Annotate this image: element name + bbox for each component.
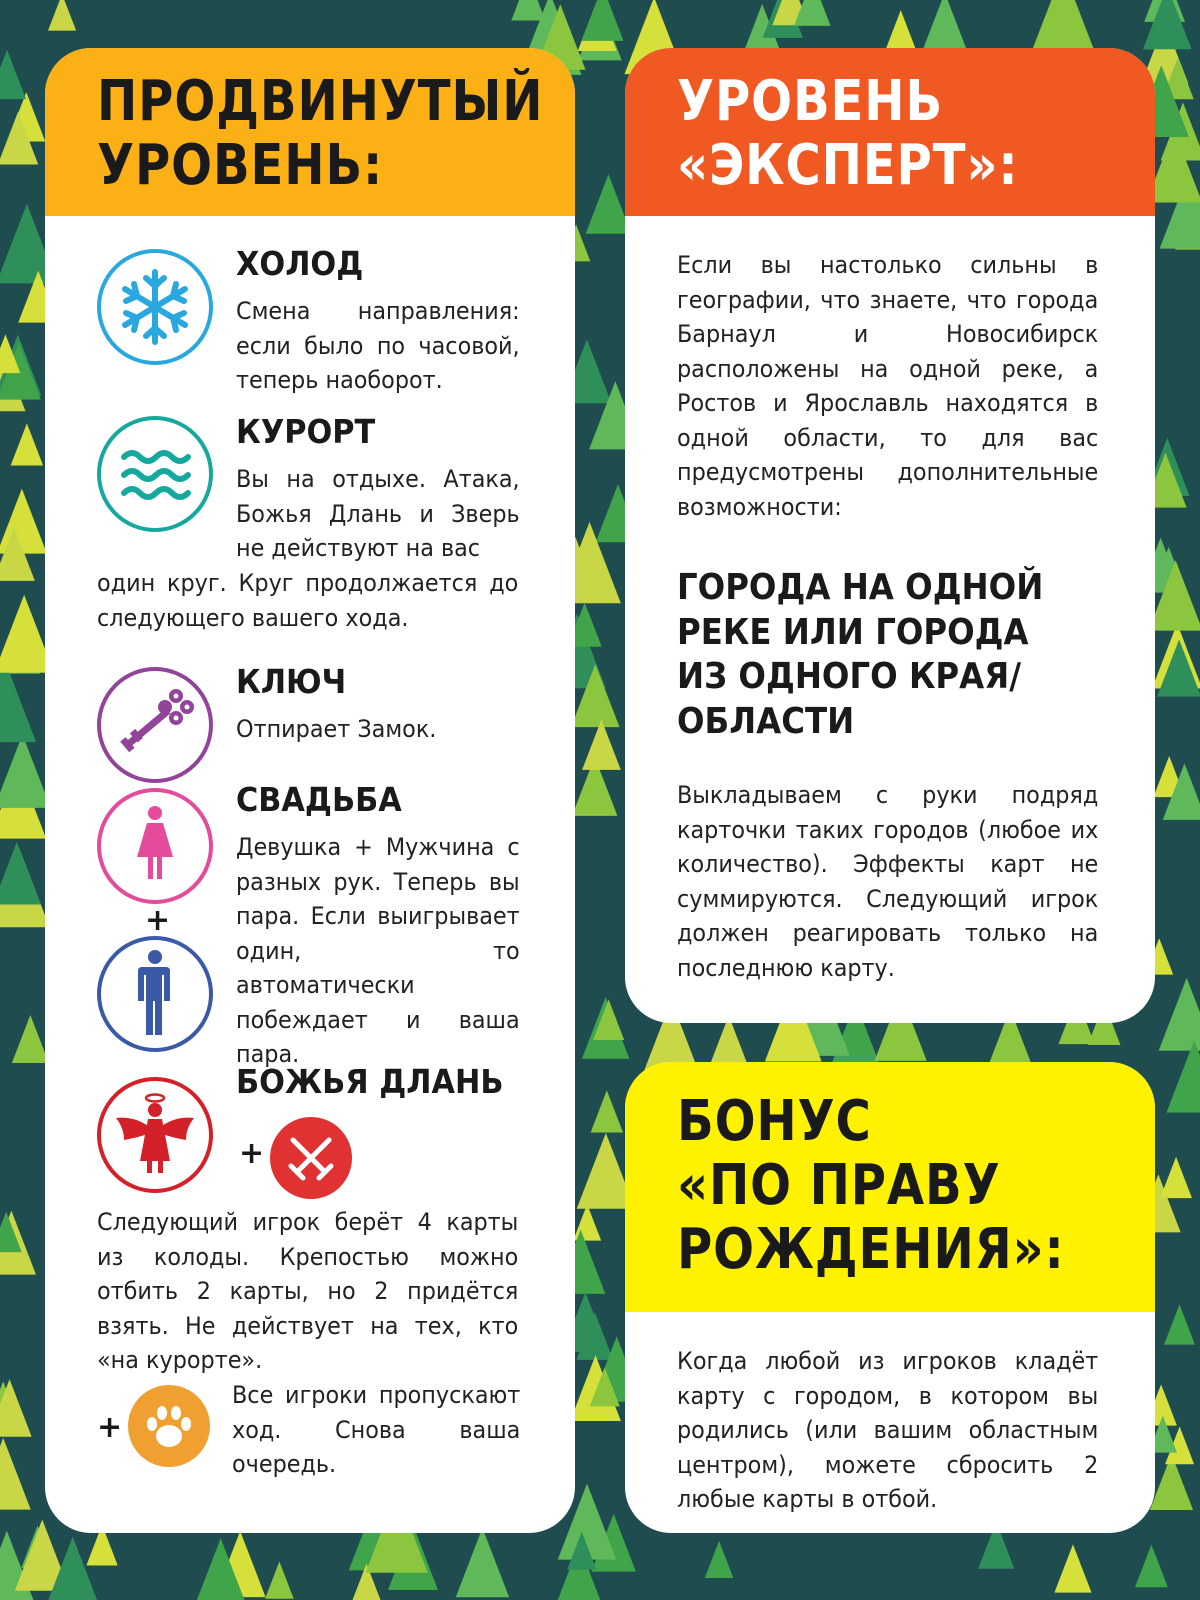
crossed-swords-icon	[269, 1116, 353, 1200]
key-text: Отпирает Замок.	[236, 715, 437, 743]
expert-level-title: УРОВЕНЬ «ЭКСПЕРТ»:	[677, 69, 1019, 198]
tree-decoration	[456, 1528, 509, 1597]
snowflake-icon	[96, 248, 214, 366]
woman-icon	[96, 787, 214, 905]
tree-decoration	[885, 10, 916, 51]
beast-plus: +	[97, 1410, 123, 1445]
tree-decoration	[0, 50, 26, 99]
advanced-level-header	[45, 48, 575, 216]
bonus-card	[625, 1062, 1155, 1533]
cold-text: Смена направления: если было по часовой, теперь наоборот.	[236, 297, 520, 394]
tree-decoration	[1166, 1040, 1200, 1112]
man-icon	[96, 935, 214, 1053]
key-title: КЛЮЧ	[236, 662, 347, 701]
expert-intro-text: Если вы настолько сильны в географии, что знаете, что города Барнаул и Новосибирск расположены на одной реке, а Ростов и Ярославль находятся в одной области, то для вас предусмотрены дополнительные возможности:	[677, 251, 1099, 521]
advanced-level-title: ПРОДВИНУТЫЙ УРОВЕНЬ:	[97, 69, 544, 198]
tree-decoration	[705, 1541, 734, 1578]
resort-title: КУРОРТ	[236, 412, 376, 451]
tree-decoration	[1159, 978, 1200, 1051]
tree-decoration	[1135, 1545, 1168, 1588]
gods-hand-plus: +	[239, 1136, 265, 1171]
beast-text: Все игроки пропускают ход. Снова ваша очередь.	[232, 1381, 521, 1478]
expert-subtitle: ГОРОДА НА ОДНОЙ РЕКЕ ИЛИ ГОРОДА ИЗ ОДНОГО КРАЯ/ ОБЛАСТИ	[677, 567, 1044, 742]
wedding-title: СВАДЬБА	[236, 780, 402, 819]
tree-decoration	[591, 1090, 623, 1132]
advanced-level-card	[45, 48, 575, 1533]
tree-decoration	[1164, 1304, 1195, 1344]
waves-icon	[96, 415, 214, 533]
tree-decoration	[582, 0, 624, 41]
resort-text-part1: Вы на отдыхе. Атака, Божья Длань и Зверь не действуют на вас	[236, 465, 520, 562]
tree-decoration	[0, 1438, 31, 1510]
resort-text-part2: один круг. Круг продолжается до следующего вашего хода.	[97, 569, 519, 632]
gods-hand-title: БОЖЬЯ ДЛАНЬ	[236, 1062, 504, 1101]
tree-decoration	[0, 734, 51, 807]
wedding-plus: +	[145, 903, 171, 938]
gods-hand-text: Следующий игрок берёт 4 карты из колоды. Крепостью можно отбить 2 карты, но 2 придётся взять. Не действует на тех, кто «на курорте».	[97, 1208, 519, 1374]
expert-rule-text: Выкладываем с руки подряд карточки таких городов (любое их количество). Эффекты карт не суммируются. Следующий игрок должен реагировать только на последнюю карту.	[677, 781, 1099, 982]
key-icon	[96, 666, 214, 784]
expert-level-header	[625, 48, 1155, 216]
tree-decoration	[11, 423, 43, 465]
tree-decoration	[48, 0, 76, 31]
tree-decoration	[511, 0, 545, 20]
tree-decoration	[709, 1016, 748, 1067]
bonus-text: Когда любой из игроков кладёт карту с городом, в котором вы родились (или вашим областным центром), можете сбросить 2 любые карты в отбой.	[677, 1347, 1099, 1513]
tree-decoration	[265, 1561, 294, 1598]
paw-icon	[127, 1384, 211, 1468]
tree-decoration	[1160, 1157, 1192, 1198]
tree-decoration	[0, 489, 47, 554]
angel-icon	[96, 1076, 214, 1194]
bonus-header	[625, 1062, 1155, 1312]
tree-decoration	[573, 1204, 601, 1240]
tree-decoration	[12, 1015, 49, 1063]
bonus-title: БОНУС «ПО ПРАВУ РОЖДЕНИЯ»:	[677, 1089, 1065, 1282]
expert-level-card	[625, 48, 1155, 1023]
cold-title: ХОЛОД	[236, 244, 364, 283]
tree-decoration	[1054, 1544, 1091, 1592]
wedding-text: Девушка + Мужчина с разных рук. Теперь вы пара. Если выигрывает один, то автоматически побеждает и ваша пара.	[236, 833, 520, 1068]
